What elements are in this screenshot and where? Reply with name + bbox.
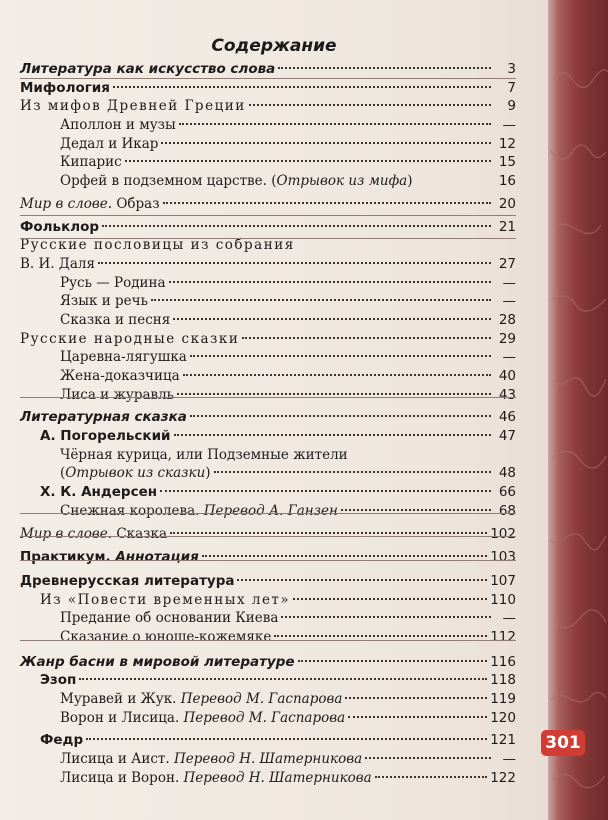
toc-entry: [20, 690, 516, 709]
page-title: Содержание: [211, 36, 337, 56]
entry-label: Практикум. Аннотация: [20, 549, 199, 566]
entry-page: 118: [490, 672, 516, 689]
entry-label: Предание об основании Киева: [60, 610, 279, 627]
entry-label: Федр: [40, 732, 84, 749]
toc-entry: [20, 483, 516, 502]
entry-label: Чёрная курица, или Подземные жители: [60, 446, 348, 463]
section-divider: [20, 560, 516, 561]
entry-label: Литература как искусство слова: [20, 61, 276, 77]
entry-page: 12: [498, 135, 516, 152]
entry-page: 119: [490, 691, 516, 707]
entry-page: 68: [498, 502, 516, 519]
leader-dots: [163, 202, 491, 204]
entry-label: Аполлон и музы: [60, 117, 176, 134]
toc-entry: [20, 153, 516, 172]
entry-page: 15: [498, 154, 516, 171]
toc-entry: [20, 671, 516, 690]
entry-label: (Отрывок из сказки): [60, 465, 211, 482]
toc-entry: [20, 731, 516, 750]
entry-page: 120: [490, 709, 516, 726]
leader-dots: [237, 579, 487, 581]
entry-page: —: [502, 751, 516, 768]
entry-page: —: [502, 349, 516, 366]
entry-label: Мифология: [20, 79, 110, 96]
entry-page: —: [502, 293, 516, 310]
leader-dots: [160, 490, 491, 492]
toc-entry: [20, 97, 516, 116]
entry-page: 40: [498, 368, 516, 384]
toc-entry: [20, 292, 516, 311]
entry-label: Мир в слове. Образ: [20, 195, 160, 212]
toc-entry: [20, 218, 516, 237]
entry-page: 122: [490, 769, 516, 786]
entry-label: Язык и речь: [60, 293, 148, 310]
section-divider: [20, 238, 516, 239]
toc-entry: [20, 769, 516, 788]
leader-dots: [274, 635, 487, 637]
toc-entry: [20, 348, 516, 367]
toc-entry: [20, 116, 516, 135]
toc-entry: [20, 311, 516, 330]
leader-dots: [242, 337, 491, 339]
toc-entry: [20, 464, 516, 483]
leader-dots: [86, 738, 487, 740]
entry-label: Жена-доказчица: [60, 368, 180, 384]
entry-label: Русские пословицы из собрания: [20, 237, 295, 254]
toc-entry: [20, 60, 516, 79]
entry-page: —: [502, 117, 516, 134]
entry-label: Фольклор: [20, 218, 100, 235]
leader-dots: [348, 716, 487, 718]
entry-page: 116: [490, 653, 516, 670]
toc-entry: [20, 591, 516, 610]
table-of-contents: [20, 60, 516, 787]
toc-entry: [20, 330, 516, 349]
leader-dots: [102, 225, 491, 227]
entry-label: А. Погорельский: [40, 428, 171, 445]
leader-dots: [169, 281, 491, 283]
entry-label: Литературная сказка: [20, 409, 187, 426]
entry-page: —: [502, 274, 516, 291]
leader-dots: [298, 660, 488, 662]
toc-entry: [20, 502, 516, 521]
entry-page: 121: [490, 732, 516, 749]
toc-entry: [20, 609, 516, 628]
leader-dots: [183, 374, 491, 376]
leader-dots: [113, 86, 491, 88]
section-divider: [20, 640, 516, 641]
toc-entry: [20, 386, 516, 405]
toc-entry: [20, 548, 516, 567]
section-divider: [20, 215, 516, 216]
leader-dots: [249, 104, 491, 106]
entry-label: В. И. Даля: [20, 255, 95, 272]
entry-page: 9: [507, 98, 516, 115]
leader-dots: [190, 415, 491, 417]
entry-page: —: [502, 610, 516, 627]
leader-dots: [345, 697, 487, 699]
leader-dots: [174, 434, 491, 436]
leader-dots: [293, 598, 487, 600]
entry-page: 3: [507, 61, 516, 77]
entry-page: 47: [498, 428, 516, 445]
entry-page: 103: [490, 549, 516, 566]
leader-dots: [179, 123, 491, 125]
toc-entry: [20, 750, 516, 769]
entry-label: Из мифов Древней Греции: [20, 98, 246, 115]
entry-page: 28: [498, 311, 516, 328]
toc-entry: [20, 79, 516, 98]
entry-page: 48: [498, 465, 516, 482]
leader-dots: [375, 776, 488, 778]
section-divider: [20, 397, 516, 398]
entry-page: 21: [498, 218, 516, 235]
toc-entry: [20, 572, 516, 591]
entry-page: 7: [507, 79, 516, 96]
leader-dots: [214, 471, 491, 473]
leader-dots: [365, 757, 491, 759]
entry-page: 46: [498, 409, 516, 426]
toc-entry: [20, 525, 516, 544]
leader-dots: [170, 532, 487, 534]
entry-label: Сказка и песня: [60, 311, 171, 328]
entry-label: Русь — Родина: [60, 274, 166, 291]
leader-dots: [341, 509, 491, 511]
handwriting-decoration: [548, 0, 608, 820]
entry-label: Эзоп: [40, 672, 77, 689]
entry-label: Лисица и Ворон. Перевод Н. Шатерникова: [60, 769, 372, 786]
leader-dots: [278, 67, 491, 69]
section-divider: [20, 536, 516, 537]
entry-page: 66: [498, 484, 516, 501]
entry-label: Х. К. Андерсен: [40, 484, 158, 501]
toc-entry: [20, 709, 516, 728]
toc-entry: [20, 255, 516, 274]
section-divider: [20, 513, 516, 514]
entry-page: 110: [490, 591, 516, 608]
entry-page: 102: [490, 525, 516, 542]
entry-label: Царевна-лягушка: [60, 349, 187, 366]
entry-page: 112: [490, 628, 516, 645]
entry-label: Древнерусская литература: [20, 572, 235, 589]
entry-label: Лисица и Аист. Перевод Н. Шатерникова: [60, 751, 363, 768]
section-divider: [20, 78, 516, 79]
toc-entry: [20, 274, 516, 293]
toc-entry: [20, 427, 516, 446]
leader-dots: [161, 142, 491, 144]
leader-dots: [151, 299, 491, 301]
toc-entry: [20, 195, 516, 214]
entry-label: Лиса и журавль: [60, 386, 175, 403]
entry-label: Из «Повести временных лет»: [40, 591, 291, 608]
leader-dots: [177, 393, 491, 395]
entry-page: 107: [490, 572, 516, 589]
leader-dots: [190, 355, 491, 357]
leader-dots: [202, 555, 487, 557]
leader-dots: [125, 160, 491, 162]
toc-entry: [20, 367, 516, 386]
entry-page: 20: [498, 195, 516, 212]
toc-entry: [20, 408, 516, 427]
entry-label: Снежная королева. Перевод А. Ганзен: [60, 502, 338, 519]
entry-label: Сказание о юноше-кожемяке: [60, 628, 272, 645]
toc-entry: [20, 446, 516, 465]
leader-dots: [79, 678, 487, 680]
entry-label: Ворон и Лисица. Перевод М. Гаспарова: [60, 709, 346, 726]
entry-label: Жанр басни в мировой литературе: [20, 653, 295, 670]
entry-label: Дедал и Икар: [60, 135, 159, 152]
toc-entry: [20, 653, 516, 672]
entry-page: 16: [498, 173, 516, 190]
entry-label: Мир в слове. Сказка: [20, 525, 167, 542]
entry-label: Русские народные сказки: [20, 330, 240, 347]
leader-dots: [173, 318, 491, 320]
entry-page: 27: [498, 255, 516, 272]
toc-entry: [20, 135, 516, 154]
entry-page: 43: [498, 386, 516, 403]
toc-entry: [20, 628, 516, 647]
entry-label: Орфей в подземном царстве. (Отрывок из мифа): [60, 173, 413, 190]
entry-label: Муравей и Жук. Перевод М. Гаспарова: [60, 691, 343, 707]
page-number-badge: 301: [541, 730, 585, 756]
leader-dots: [98, 262, 491, 264]
entry-label: Кипарис: [60, 154, 122, 171]
leader-dots: [281, 616, 491, 618]
toc-entry: [20, 172, 516, 191]
entry-page: 29: [498, 330, 516, 347]
